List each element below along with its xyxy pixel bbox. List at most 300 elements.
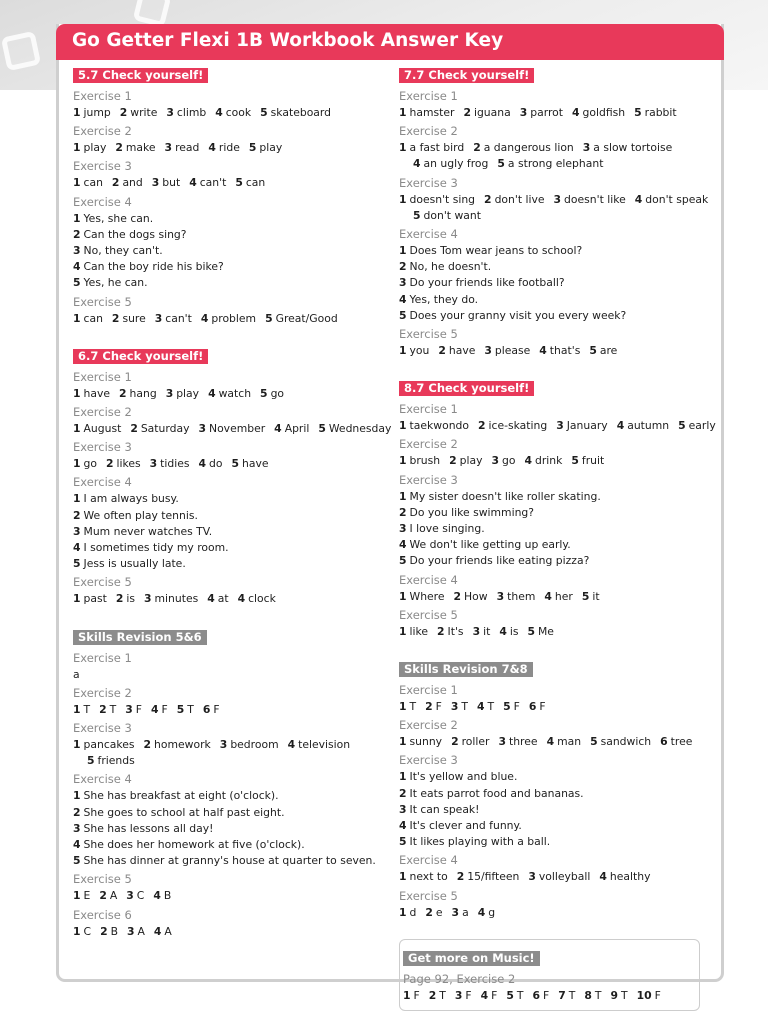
answer-text: you [409,344,430,358]
answer-item [454,590,488,603]
answer-line [399,802,717,818]
answer-item [477,700,494,713]
answer-line [399,734,717,750]
answer-text: problem [211,311,257,325]
answer-number: 2 [478,419,486,433]
answer-number: 4 [208,141,216,155]
answer-text: it [483,624,491,638]
answer-line [73,227,391,243]
answer-number: 1 [73,141,81,155]
answer-item [399,870,448,883]
answer-number: 2 [453,589,462,603]
answer-item [116,592,135,605]
answer-line [73,211,391,227]
answer-item [399,906,416,919]
answer-text: How [464,589,488,603]
answer-number: 2 [438,344,446,358]
exercise-title: Exercise 3 [73,721,132,736]
answer-item [73,889,90,902]
answer-line [399,537,717,553]
answer-number: 1 [73,592,81,606]
answer-item [554,193,626,206]
answer-number: 4 [200,311,209,325]
answer-item [610,989,627,1002]
answer-item [425,700,442,713]
answer-number: 3 [399,802,407,816]
answer-text: C [83,924,92,938]
answer-text: I sometimes tidy my room. [83,541,229,555]
answer-item [73,212,153,225]
answer-item [73,806,285,819]
answer-number: 5 [399,554,407,568]
answer-number: 1 [73,386,81,400]
answer-text: have [83,386,111,400]
answer-item [399,700,416,713]
exercise-block [399,472,717,570]
exercise-title: Exercise 4 [73,772,132,787]
answer-number: 5 [634,106,642,119]
answer-item [634,106,677,119]
answer-item [503,700,520,713]
answer-text: have [448,344,476,358]
answer-text: I am always busy. [83,492,179,506]
answer-number: 3 [454,988,463,1002]
answer-text: play [259,141,283,155]
answer-number: 3 [399,276,407,290]
answer-text: like [409,624,429,638]
answer-text: Does Tom wear jeans to school? [409,244,583,258]
answer-number: 2 [449,454,457,468]
answer-item [260,387,284,400]
answer-text: Can the boy ride his bike? [83,260,224,274]
answer-number: 2 [111,311,120,325]
exercise-title: Exercise 4 [399,853,458,868]
answer-item [73,244,163,257]
answer-number: 3 [219,738,228,752]
answer-line [73,853,391,869]
answer-text: A [137,924,145,938]
answer-number: 2 [399,260,407,274]
answer-number: 3 [73,244,81,258]
answer-text: goldfish [582,106,626,119]
answer-text: d [409,905,417,919]
answer-line [73,667,391,683]
answer-number: 5 [176,702,185,716]
answer-text: can [83,176,103,190]
answer-item [399,506,534,519]
answer-item [452,906,469,919]
answer-number: 4 [499,624,507,638]
answer-text: jump [83,106,111,119]
answer-text: F [413,988,420,1002]
answer-text: It's clever and funny. [409,819,522,833]
answer-number: 3 [126,889,134,903]
answer-item [73,854,376,867]
answer-text: 15/fifteen [467,870,520,884]
exercise-title: Exercise 3 [73,159,132,174]
answer-text: Do you like swimming? [409,505,534,519]
answer-text: T [594,988,602,1002]
answer-number: 5 [527,624,535,638]
answer-line [399,208,717,224]
answer-text: a [462,905,469,919]
decorative-square-shape [1,31,41,71]
answer-item [73,525,212,538]
answer-item [590,735,651,748]
answer-text: August [83,422,122,436]
section-heading: 7.7 Check yourself! [399,68,534,83]
answer-item [249,141,282,154]
answer-number: 2 [451,735,459,749]
answer-number: 1 [73,492,81,506]
answer-number: 3 [154,311,163,325]
answer-number: 1 [399,624,407,638]
answer-number: 4 [73,260,81,274]
answer-text: T [568,988,576,1002]
answer-number: 3 [73,821,81,835]
answer-number: 5 [265,311,273,325]
answer-text: November [209,422,266,436]
answer-item [151,703,168,716]
answer-line [399,589,717,605]
answer-number: 1 [73,176,81,190]
exercise-title: Exercise 3 [399,753,458,768]
answer-line [399,192,717,208]
answer-number: 5 [73,854,81,868]
answer-item [589,344,617,357]
answer-item [399,819,522,832]
answer-item [399,803,480,816]
answer-number: 3 [556,419,564,433]
answer-number: 4 [287,738,296,752]
exercise-title: Exercise 5 [399,327,458,342]
answer-text: F [135,702,142,716]
get-more-heading: Get more on Music! [403,951,540,966]
answer-line [73,821,391,837]
answer-number: 3 [151,176,160,190]
answer-number: 4 [572,106,580,119]
answer-number: 4 [546,735,555,749]
answer-item [399,454,440,467]
answer-item [524,454,562,467]
answer-item [678,419,716,432]
answer-item [73,276,148,289]
section-heading: Skills Revision 7&8 [399,662,533,677]
answer-number: 4 [539,344,547,358]
answer-line [399,292,717,308]
exercise-title: Exercise 2 [73,405,132,420]
answer-number: 4 [634,192,643,206]
right-sections [399,64,717,921]
answer-number: 2 [99,889,107,903]
answer-section [399,64,717,359]
answer-text: She has breakfast at eight (o'clock). [83,789,279,803]
left-column [73,64,391,958]
answer-number: 2 [73,508,81,522]
answer-item [399,787,584,800]
answer-line [399,140,717,156]
answer-item [73,509,198,522]
answer-number: 1 [73,702,81,716]
answer-item [399,554,589,567]
answer-item [399,735,442,748]
answer-number: 5 [235,176,243,190]
answer-number: 5 [413,208,421,222]
answer-number: 4 [413,157,421,171]
answer-number: 5 [399,308,407,322]
answer-text: friends [97,754,135,768]
answer-item [201,312,256,325]
answer-number: 4 [616,419,625,433]
answer-item [449,454,482,467]
exercise-title: Exercise 4 [399,227,458,242]
answer-text: No, he doesn't. [409,260,492,274]
exercise-title: Exercise 1 [73,369,132,384]
answer-line [399,786,717,802]
answer-text: sunny [409,735,443,749]
page-title: Go Getter Flexi 1B Workbook Answer Key [72,30,504,51]
answer-number: 4 [477,905,486,919]
exercise-block [399,852,717,885]
answer-line [399,505,717,521]
answer-item [529,700,546,713]
answer-text: F [513,700,520,714]
answer-item [399,106,454,119]
answer-number: 5 [589,344,597,358]
answer-item [413,157,488,170]
answer-line [399,521,717,537]
answer-line [73,888,391,904]
answer-line [73,140,391,156]
answer-item [99,889,117,902]
answer-text: a slow tortoise [593,141,673,155]
exercise-block [73,574,391,607]
answer-number: 5 [581,589,590,603]
answer-item [547,735,582,748]
answer-number: 4 [215,106,223,119]
answer-text: a [73,667,80,681]
answer-text: Does your granny visit you every week? [409,308,627,322]
answer-item [399,276,565,289]
answer-number: 1 [399,141,407,155]
answer-item [207,592,228,605]
answer-number: 8 [584,988,592,1002]
answer-item [73,312,103,325]
answer-line [73,524,391,540]
exercise-block [399,226,717,324]
answer-item [438,344,475,357]
answer-text: read [175,141,200,155]
answer-text: parrot [530,106,564,119]
answer-number: 1 [399,700,407,714]
answer-number: 3 [472,624,481,638]
answer-number: 5 [497,157,505,171]
exercise-block [399,888,717,921]
answer-item [189,176,226,189]
answer-text: a strong elephant [507,157,604,171]
answer-text: man [557,735,582,749]
answer-text: bedroom [230,738,279,752]
exercise-block [73,194,391,292]
answer-text: it [592,589,600,603]
exercise-block [399,607,717,640]
answer-number: 1 [399,905,407,919]
answer-text: next to [409,870,448,884]
answer-item [73,592,107,605]
answer-item [399,309,626,322]
exercise-title: Exercise 1 [399,402,458,417]
answer-text: T [187,702,194,716]
answer-item [152,176,180,189]
answer-item [73,260,224,273]
answer-number: 2 [115,592,124,606]
answer-number: 4 [480,988,489,1002]
answer-item [130,422,189,435]
answer-item [399,770,517,783]
answer-text: It's [447,624,464,638]
exercise-title: Exercise 5 [73,294,132,309]
answer-text: T [620,988,628,1002]
answer-number: 2 [143,738,152,752]
answer-item [73,557,186,570]
answer-text: a fast bird [409,141,465,155]
answer-item [451,735,489,748]
answer-item [498,735,537,748]
answer-item [437,625,464,638]
exercise-title: Exercise 1 [399,89,458,103]
answer-number: 4 [150,702,159,716]
answer-item [73,387,110,400]
answer-number: 4 [237,592,246,606]
answer-line [399,343,717,359]
answer-item [127,925,145,938]
exercise-block [399,123,717,172]
answer-text: that's [549,344,581,358]
answer-text: Saturday [140,422,190,436]
answer-item [73,422,121,435]
answer-line [399,699,717,715]
answer-line [73,924,391,940]
exercise-title: Exercise 3 [399,175,458,190]
answer-line [399,553,717,569]
answer-number: 2 [105,457,114,471]
answer-item [199,457,223,470]
answer-number: 2 [130,422,138,436]
answer-number: 3 [553,192,562,206]
exercise-title: Exercise 5 [399,607,458,622]
answer-line [73,105,391,121]
exercise-block [399,175,717,224]
answer-line [399,156,717,172]
answer-text: climb [176,106,207,119]
answer-number: 1 [73,422,81,436]
answer-item [274,422,309,435]
answer-line [73,175,391,191]
answer-text: It eats parrot food and bananas. [409,786,584,800]
answer-text: fruit [581,454,605,468]
answer-section [399,377,717,640]
answer-item [73,838,305,851]
answer-number: 1 [399,870,407,884]
answer-number: 1 [399,244,407,258]
answer-number: 5 [399,835,407,849]
answer-number: 1 [399,770,407,784]
answer-line [399,818,717,834]
answer-text: No, they can't. [83,244,163,258]
answer-item [532,989,549,1002]
answer-item [87,754,135,767]
answer-text: a dangerous lion [483,141,574,155]
answer-number: 2 [119,106,128,119]
answer-item [571,454,604,467]
answer-text: T [439,988,446,1002]
answer-line [73,275,391,291]
answer-item [150,457,190,470]
answer-number: 2 [484,192,492,206]
answer-text: She has lessons all day! [83,821,214,835]
answer-item [399,141,464,154]
answer-item [73,492,179,505]
answer-item [215,106,251,119]
answer-item [527,625,553,638]
exercise-block [399,572,717,605]
answer-text: but [162,176,181,190]
answer-item [99,703,116,716]
exercise-title: Exercise 6 [73,907,132,922]
answer-line [399,769,717,785]
answer-text: them [507,589,536,603]
get-more-subtitle: Page 92, Exercise 2 [403,971,516,986]
answer-number: 4 [153,924,162,938]
answer-text: Yes, he can. [83,276,148,290]
answer-text: write [130,106,158,119]
answer-number: 4 [73,838,81,852]
answer-number: 1 [399,106,407,119]
answer-line [399,418,717,434]
answer-item [399,293,478,306]
answer-number: 1 [73,924,81,938]
answer-number: 2 [73,227,81,241]
answer-text: We don't like getting up early. [409,538,571,552]
exercise-block [73,158,391,191]
answer-text: doesn't sing [409,192,476,206]
answer-line [399,453,717,469]
answer-item [238,592,276,605]
answer-text: sure [122,311,146,325]
answer-item [203,703,220,716]
answer-text: her [554,589,573,603]
answer-text: My sister doesn't like roller skating. [409,489,601,503]
answer-line [73,556,391,572]
answer-item [198,422,265,435]
answer-line [73,508,391,524]
answer-number: 1 [73,211,81,225]
exercise-title: Exercise 5 [73,575,132,590]
answer-line [399,275,717,291]
answer-text: can [83,311,103,325]
answer-text: tree [670,735,693,749]
answer-item [115,141,155,154]
answer-text: It can speak! [409,802,480,816]
answer-text: Great/Good [275,311,338,325]
answer-item [492,454,516,467]
answer-item [660,735,692,748]
answer-text: Yes, they do. [409,292,479,306]
exercise-block [73,907,391,940]
answer-text: I love singing. [409,522,485,536]
answer-text: F [435,700,442,714]
answer-text: Wednesday [328,422,392,436]
